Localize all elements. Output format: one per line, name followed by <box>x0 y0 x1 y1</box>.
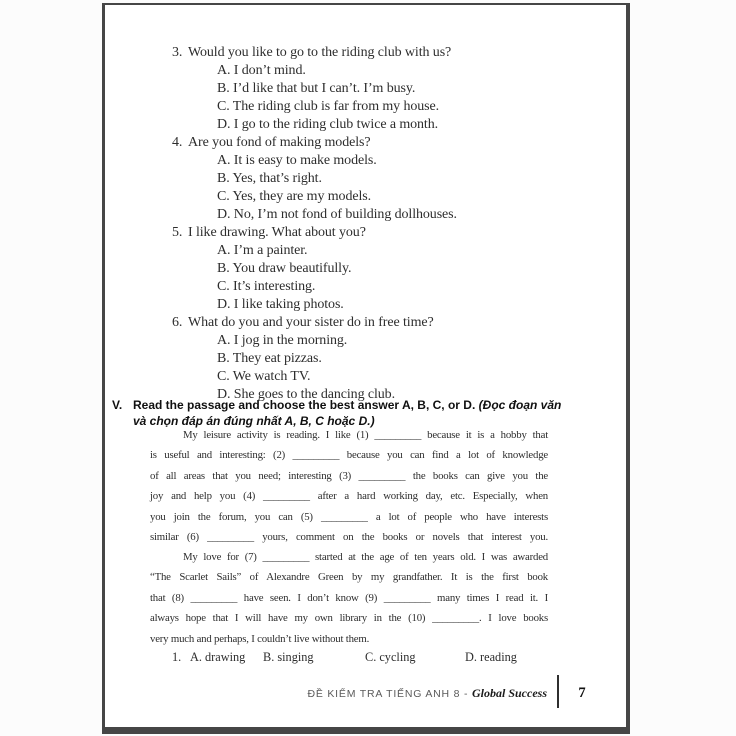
answer-option: C. The riding club is far from my house. <box>217 99 440 114</box>
question-line <box>105 44 626 62</box>
question-number: 5. <box>172 225 183 240</box>
answer-choice: D. reading <box>465 650 517 664</box>
question-line <box>105 134 626 152</box>
answer-choice: A. drawing <box>190 650 246 664</box>
passage-paragraph-1 <box>150 429 548 551</box>
question-text: I like drawing. What about you? <box>188 225 366 240</box>
question-list <box>105 44 626 404</box>
passage-line: My love for (7) _________ started at the age of ten years old. I was awarded <box>183 551 548 563</box>
question-number: 6. <box>172 315 183 330</box>
passage-line: that (8) _________ have seen. I don’t know (9) _________ many times I read it. I <box>150 591 548 604</box>
answer-choice: C. cycling <box>365 650 416 664</box>
footer-series-title: ĐỀ KIỂM TRA TIẾNG ANH 8 - <box>307 688 472 700</box>
passage-line: similar (6) _________ yours, comment on the books or novels that interest you. <box>150 530 548 543</box>
passage-line: very much and perhaps, I couldn’t live without them. <box>150 632 370 645</box>
section-title-vietnamese-part1: (Đọc đoạn văn <box>478 398 562 412</box>
passage-line: joy and help you (4) _________ after a hard working day, etc. Especially, when <box>150 490 548 503</box>
question-text: Are you fond of making models? <box>188 135 371 150</box>
footer-brand: Global Success <box>472 686 547 700</box>
question-line <box>105 224 626 242</box>
question-number: 4. <box>172 135 183 150</box>
answer-option: C. We watch TV. <box>217 369 311 384</box>
answer-choice: B. singing <box>263 650 314 664</box>
passage-line: of all areas that you need; interesting (3) _________ the books can give you the <box>150 469 548 482</box>
passage-line: My leisure activity is reading. I like (1) _________ because it is a hobby that <box>183 429 548 441</box>
answer-option: A. I don’t mind. <box>217 63 306 78</box>
section-title-english: Read the passage and choose the best answer A, B, C, or D. <box>133 398 479 412</box>
question-text: Would you like to go to the riding club with us? <box>188 45 452 60</box>
page-footer <box>307 686 547 701</box>
passage-line: is useful and interesting: (2) _________ because you can find a lot of knowledge <box>150 449 548 462</box>
answer-option: B. They eat pizzas. <box>217 351 322 366</box>
answer-option: A. It is easy to make models. <box>217 153 377 168</box>
answer-row-number: 1. <box>172 650 182 664</box>
passage-line: you join the forum, you can (5) _________ a lot of people who have interests <box>150 510 548 523</box>
answer-option: B. Yes, that’s right. <box>217 171 322 186</box>
section-numeral: V. <box>112 398 123 412</box>
answer-option: B. I’d like that but I can’t. I’m busy. <box>217 81 416 96</box>
answer-option: D. I like taking photos. <box>217 297 344 312</box>
question-text: What do you and your sister do in free time? <box>188 315 434 330</box>
section-title-vietnamese-part2: và chọn đáp án đúng nhất A, B, C hoặc D.) <box>133 414 375 428</box>
answer-option: A. I jog in the morning. <box>217 333 348 348</box>
answer-option: C. Yes, they are my models. <box>217 189 372 204</box>
passage-line: “The Scarlet Sails” of Alexandre Green by my grandfather. It is the first book <box>150 571 548 584</box>
question-line <box>105 314 626 332</box>
passage-line: always hope that I will have my own library in the (10) _________. I love books <box>150 612 548 625</box>
answer-option: D. No, I’m not fond of building dollhouses. <box>217 207 457 222</box>
book-page <box>102 3 630 734</box>
answer-option: D. She goes to the dancing club. <box>217 387 395 402</box>
passage-paragraph-2 <box>150 551 548 653</box>
page-number: 7 <box>578 685 586 701</box>
section-title <box>133 397 561 429</box>
answer-option: D. I go to the riding club twice a month. <box>217 117 439 132</box>
answer-option: C. It’s interesting. <box>217 279 316 294</box>
answer-option: A. I’m a painter. <box>217 243 308 258</box>
answer-row-question-1 <box>105 648 626 666</box>
question-number: 3. <box>172 45 183 60</box>
answer-option: B. You draw beautifully. <box>217 261 352 276</box>
